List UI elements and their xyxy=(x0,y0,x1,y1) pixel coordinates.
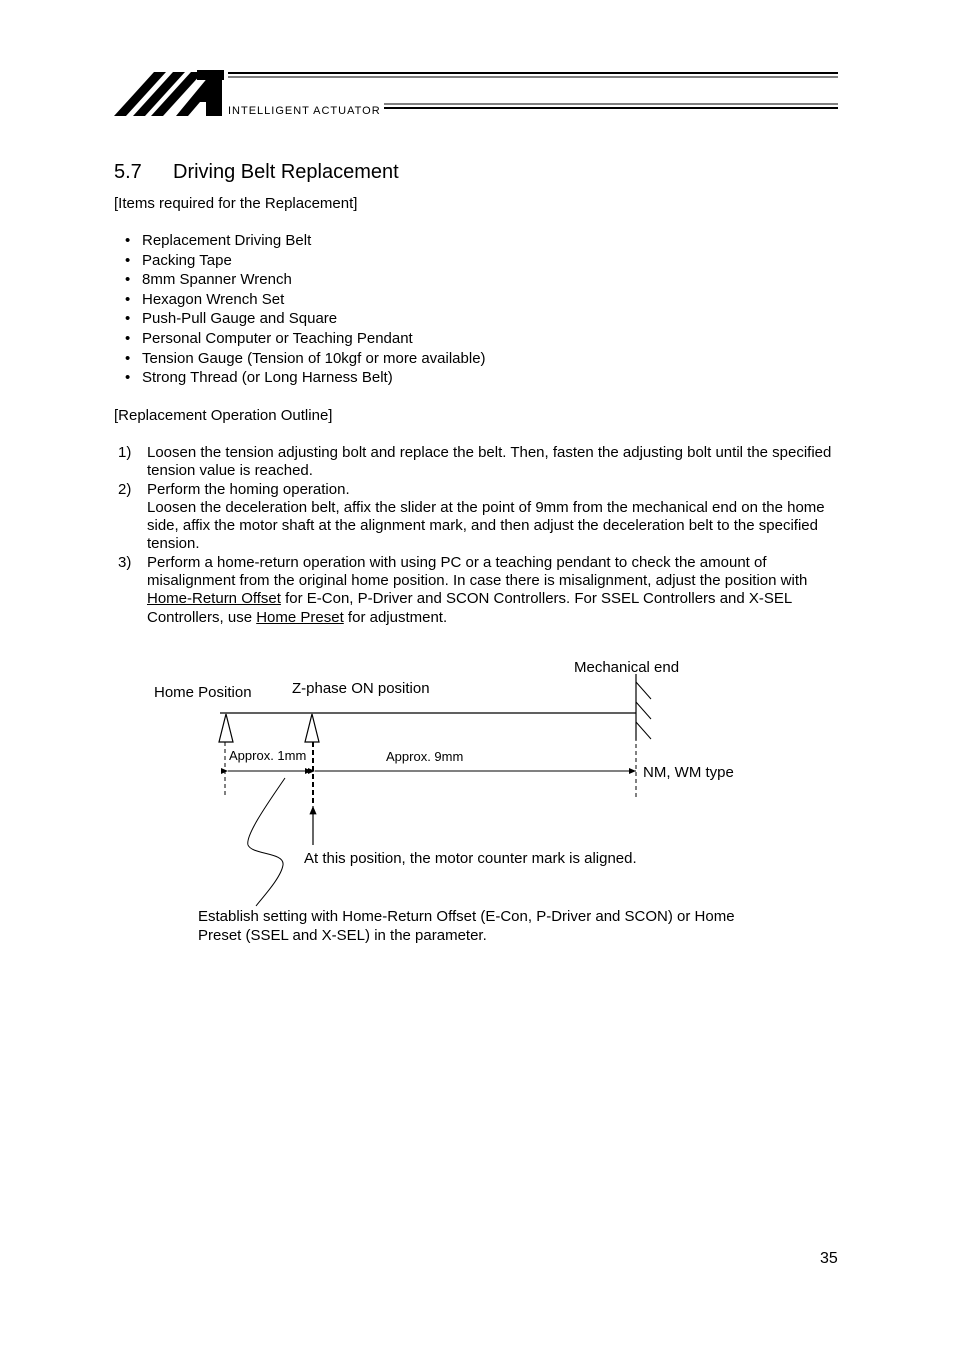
approx-9mm-label: Approx. 9mm xyxy=(386,749,464,764)
iai-logo xyxy=(0,0,954,130)
page-number: 35 xyxy=(820,1250,838,1267)
mechanical-end-label: Mechanical end xyxy=(574,659,680,676)
list-item: • Replacement Driving Belt xyxy=(125,232,312,249)
steps-list xyxy=(114,444,844,627)
z-phase-label: Z-phase ON position xyxy=(292,680,430,697)
step-2: 2) Perform the homing operation. Loosen the deceleration belt, affix the slider at the point of 9mm from the mechanical end on the home side, affix the motor shaft at the alignment mark, and then adjust the deceleration belt to the specified tension. xyxy=(118,480,825,553)
step-3: 3) Perform a home-return operation with using PC or a teaching pendant to check the amount of misalignment from the original home position. In case there is misalignment, adjust the position with Home-Return Offset for E-Con, P-Driver and SCON Controllers. For SSEL Controllers and X-SEL Controllers, use Home Preset for adjustment. xyxy=(118,553,808,626)
page-header xyxy=(0,0,954,130)
step-1: 1) Loosen the tension adjusting bolt and replace the belt. Then, fasten the adjusting bolt until the specified tension value is reached. xyxy=(118,444,832,480)
establish-setting-label-2: Preset (SSEL and X-SEL) in the parameter. xyxy=(198,927,487,944)
items-heading: [Items required for the Replacement] xyxy=(114,195,358,212)
list-item: • Personal Computer or Teaching Pendant xyxy=(125,329,413,347)
list-item: • 8mm Spanner Wrench xyxy=(125,271,292,289)
home-position-label: Home Position xyxy=(154,684,252,701)
motor-mark-label: At this position, the motor counter mark is aligned. xyxy=(304,850,637,867)
company-name: INTELLIGENT ACTUATOR xyxy=(228,105,381,117)
establish-setting-label: Establish setting with Home-Return Offset (E-Con, P-Driver and SCON) or Home xyxy=(198,908,735,925)
list-item: • Push-Pull Gauge and Square xyxy=(125,310,338,328)
items-list xyxy=(125,231,486,388)
home-preset-link[interactable]: Home Preset xyxy=(256,608,344,626)
approx-1mm-label: Approx. 1mm xyxy=(229,748,307,763)
home-return-offset-link[interactable]: Home-Return Offset xyxy=(147,590,281,608)
home-position-diagram xyxy=(0,640,954,960)
list-item: • Hexagon Wrench Set xyxy=(125,290,285,308)
list-item: • Strong Thread (or Long Harness Belt) xyxy=(125,369,393,387)
list-item: • Tension Gauge (Tension of 10kgf or more available) xyxy=(125,349,486,367)
nm-wm-type-label: NM, WM type xyxy=(643,764,734,781)
section-title: Driving Belt Replacement xyxy=(173,161,399,183)
section-heading xyxy=(114,161,399,184)
section-number: 5.7 xyxy=(114,161,142,183)
outline-heading: [Replacement Operation Outline] xyxy=(114,407,333,424)
list-item: • Packing Tape xyxy=(125,251,232,269)
